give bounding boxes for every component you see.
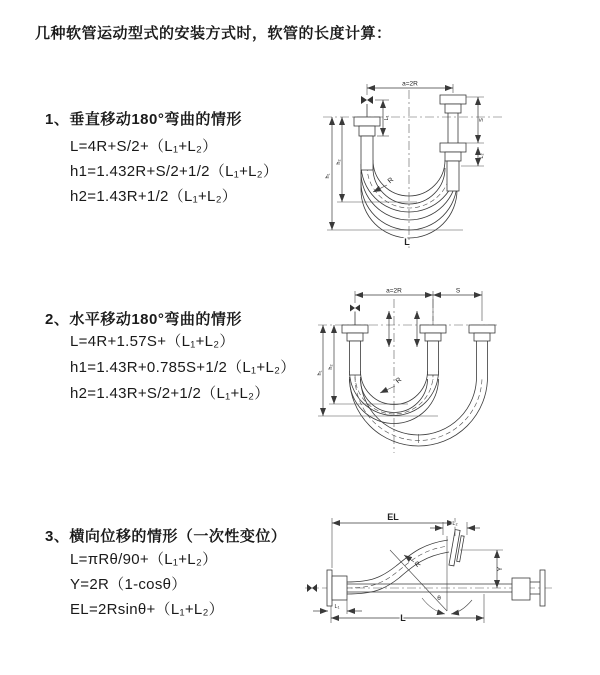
left-pipe-fitting [354,96,380,170]
section-2-heading: 2、水平移动180°弯曲的情形 [45,311,242,328]
diagram-lateral-displacement [300,508,600,653]
section-3-formula-Y: Y=2R（1-cosθ） [70,576,187,593]
dimension-lines [317,288,482,417]
dim-label-s: S [455,287,461,295]
valve-icon [350,305,360,312]
diagram-horizontal-180-bend [310,285,600,460]
valve-icon [307,584,317,592]
section-1-formula-L: L=4R+S/2+（L₁+L₂） [70,138,218,155]
dim-label-h1: h₁ [325,173,331,179]
dim-label-l: L [404,237,410,247]
right-flange-fitting [512,570,545,606]
dim-label-y: Y [497,566,504,572]
dim-label-h2: h₂ [328,364,334,370]
hose-arcs [350,341,488,446]
dim-label-l1: L₁ [384,115,390,121]
upper-right-flange-fitting [449,530,465,567]
section-3-heading: 3、横向位移的情形（一次性变位） [45,528,287,545]
dim-label-r: R [394,376,404,386]
dim-label-l: L [400,613,406,623]
section-3-formula-L: L=πRθ/90+（L₁+L₂） [70,551,218,568]
dim-label-r: R [414,560,423,570]
section-2-formula-h1: h1=1.43R+0.785S+1/2（L₁+L₂） [70,359,296,376]
dim-label-a2r: a=2R [386,287,402,295]
valve-icon [361,96,373,104]
section-2-formula-h2: h2=1.43R+S/2+1/2（L₁+L₂） [70,385,270,402]
page-title: 几种软管运动型式的安装方式时，软管的长度计算： [35,25,392,42]
left-flange-fitting [307,570,347,606]
dim-label-s: S [479,118,485,122]
diagram-vertical-180-bend [315,78,595,253]
hose-s-curve [347,540,449,594]
middle-pipe-fitting [420,325,446,375]
dimension-lines [313,512,504,623]
dim-label-l2: L₂ [479,153,485,159]
dim-label-l1: L₁ [334,604,340,610]
section-3-formula-EL: EL=2Rsinθ+（L₁+L₂） [70,601,224,618]
dim-label-r: R [386,176,396,186]
dim-label-h2: h₂ [336,159,342,165]
dim-label-l2: L₂ [452,521,458,527]
centerlines [318,299,498,453]
section-1-formula-h1: h1=1.432R+S/2+1/2（L₁+L₂） [70,163,279,180]
dim-label-a2r: a=2R [402,80,418,88]
left-pipe-fitting [342,305,368,376]
dim-label-el: EL [387,512,399,522]
right-pipe-fitting [469,325,495,341]
dim-label-h1: h₁ [317,370,323,376]
section-1-formula-h2: h2=1.43R+1/2（L₁+L₂） [70,188,238,205]
section-2-formula-L: L=4R+1.57S+（L₁+L₂） [70,333,235,350]
dim-label-theta: θ [437,595,441,602]
section-1-heading: 1、垂直移动180°弯曲的情形 [45,111,242,128]
